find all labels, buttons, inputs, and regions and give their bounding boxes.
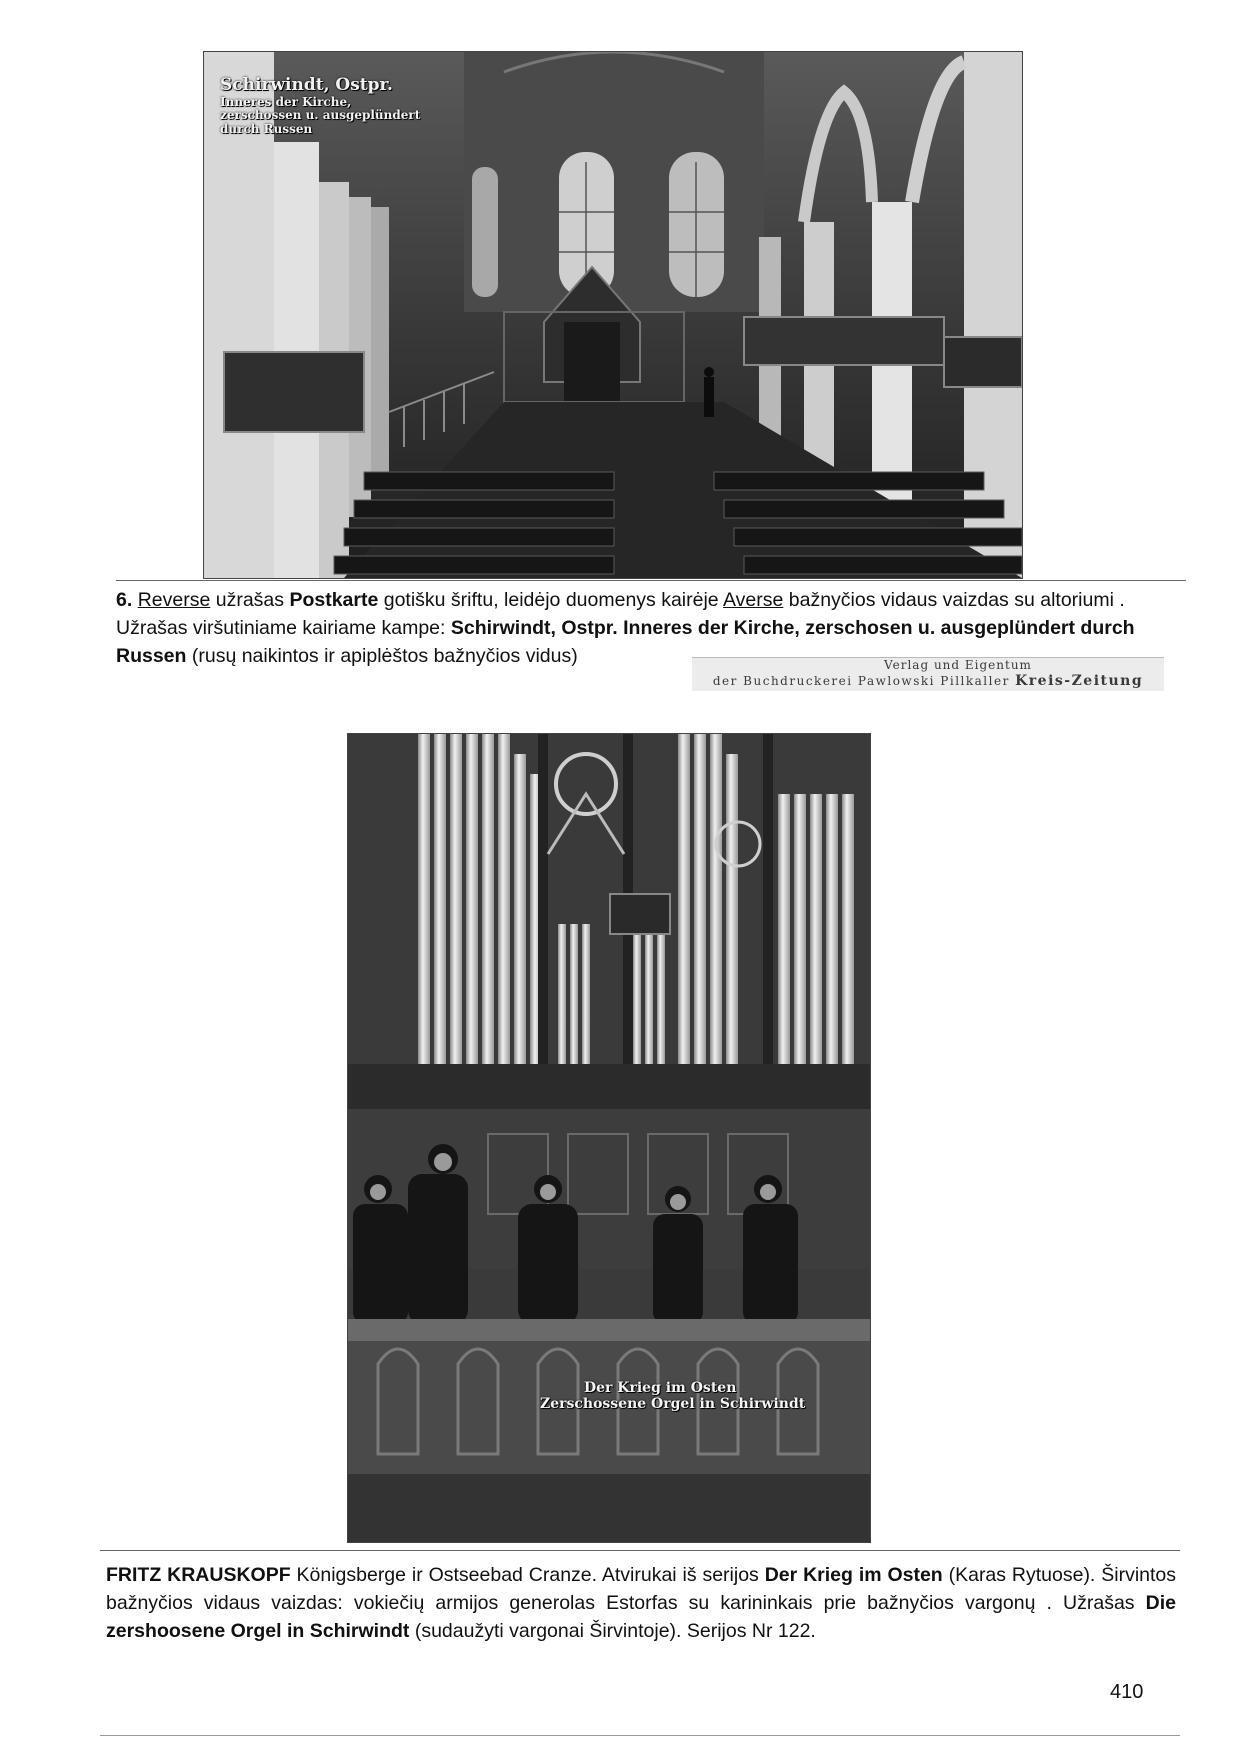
divider-rule bbox=[100, 1550, 1180, 1551]
stamp-line-2-text: der Buchdruckerei Pawlowski Pillkaller bbox=[712, 674, 1016, 688]
postkarte-term: Postkarte bbox=[289, 589, 379, 611]
photo1-caption-line: Schirwindt, Ostpr. bbox=[220, 75, 393, 95]
photo2-overlay-caption bbox=[540, 1380, 860, 1412]
inscription-text: Russen bbox=[116, 645, 187, 667]
stamp-line-2-bold: Kreis-Zeitung bbox=[1015, 673, 1144, 689]
stamp-line-2 bbox=[692, 673, 1164, 689]
caption-text: bažnyčios vidaus vaizdas su altoriumi . bbox=[783, 589, 1125, 611]
page-number: 410 bbox=[1110, 1681, 1144, 1703]
averse-term: Averse bbox=[723, 589, 784, 611]
inscription-text: Schirwindt, Ostpr. Inneres der Kirche, zerschosen u. ausgeplündert durch bbox=[450, 617, 1135, 639]
caption-text: (rusų naikintos ir apiplėštos bažnyčios vidus) bbox=[186, 645, 578, 667]
photo2-caption-line: Zerschossene Orgel in Schirwindt bbox=[540, 1396, 806, 1413]
publisher-stamp-clipping bbox=[692, 657, 1164, 691]
photo1-caption-line: zerschossen u. ausgeplündert bbox=[220, 108, 421, 123]
organ-photo bbox=[347, 733, 871, 1543]
publisher-name: FRITZ KRAUSKOPF bbox=[106, 1564, 291, 1586]
caption-text: užrašas bbox=[210, 589, 290, 611]
photo1-overlay-caption bbox=[220, 76, 450, 137]
photo1-caption-line: Inneres der Kirche, bbox=[220, 94, 352, 109]
stamp-line-1: Verlag und Eigentum bbox=[884, 658, 1032, 672]
caption-text: Užrašas viršutiniame kairiame kampe: bbox=[116, 617, 451, 639]
series-name: Der Krieg im Osten bbox=[764, 1564, 943, 1586]
divider-rule bbox=[116, 580, 1186, 581]
caption-2 bbox=[106, 1561, 1176, 1645]
footer-rule bbox=[100, 1735, 1180, 1736]
photo1-caption-line: durch Russen bbox=[220, 122, 313, 137]
photo2-caption-line: Der Krieg im Osten bbox=[584, 1380, 737, 1396]
caption-number: 6. bbox=[116, 589, 133, 611]
caption-text: Königsberge ir Ostseebad Cranze. Atvirukai iš serijos bbox=[290, 1564, 765, 1586]
caption-text: gotišku šriftu, leidėjo duomenys kairėje bbox=[378, 589, 723, 611]
organ-illustration bbox=[348, 734, 870, 1542]
inscription-text: Die zershoosene Orgel in Schirwindt bbox=[106, 1592, 1176, 1642]
reverse-term: Reverse bbox=[137, 589, 211, 611]
caption-text: (sudaužyti vargonai Širvintoje). Serijos Nr 122. bbox=[409, 1620, 816, 1642]
caption-text: (Karas Rytuose). Širvintos bažnyčios vidaus vaizdas: vokiečių armijos generolas Estorfas su karininkais prie bažnyčios vargonų . Užrašas bbox=[106, 1564, 1177, 1614]
